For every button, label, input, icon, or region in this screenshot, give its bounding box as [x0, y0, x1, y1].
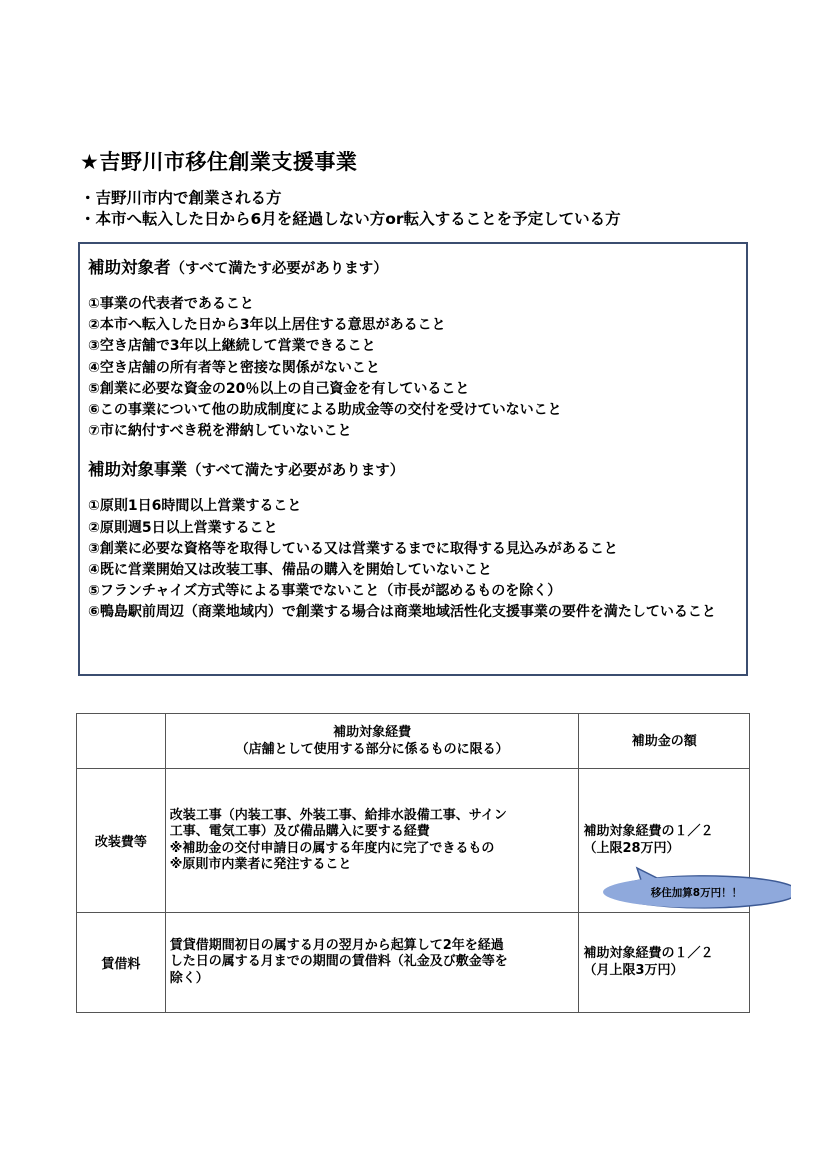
header-amount-cell: 補助金の額 [579, 714, 750, 769]
row-amount [579, 913, 750, 1013]
list-item: ④既に営業開始又は改装工事、備品の購入を開始していないこと [88, 562, 492, 579]
expense-line: 改装工事（内装工事、外装工事、給排水設備工事、サイン [169, 807, 507, 823]
row-expense [165, 769, 579, 913]
relocation-bonus-callout [601, 876, 791, 908]
list-item: ①事業の代表者であること [88, 296, 254, 312]
intro-list [80, 188, 621, 230]
expense-line: 賃貸借期間初日の属する月の翌月から起算して2年を経過 [169, 937, 504, 953]
header-expense-note: （店舗として使用する部分に係るものに限る） [235, 742, 509, 757]
eligible-person-title: 補助対象者 [88, 258, 171, 277]
eligible-person-list [88, 294, 736, 442]
amount-line: 補助対象経費の１／２ [583, 946, 714, 961]
list-item: ⑥鴨島駅前周辺（商業地域内）で創業する場合は商業地域活性化支援事業の要件を満たしていること [88, 604, 716, 621]
list-item: ⑤フランチャイズ方式等による事業でないこと（市長が認めるものを除く） [88, 583, 562, 600]
expense-line: ※原則市内業者に発注すること [169, 857, 352, 872]
eligible-business-list [88, 496, 736, 623]
row-category: 改装費等 [77, 769, 166, 913]
row-category: 賃借料 [77, 913, 166, 1013]
list-item: ⑥この事業について他の助成制度による助成金等の交付を受けていないこと [88, 402, 562, 419]
list-item: ③空き店舗で3年以上継続して営業できること [88, 338, 376, 355]
intro-item: ・本市へ転入した日から6月を経過しない方or転入することを予定している方 [80, 210, 621, 228]
callout-text: 移住加算8万円！！ [650, 886, 743, 899]
table-row [77, 913, 750, 1013]
cost-table [76, 713, 750, 1013]
list-item: ⑦市に納付すべき税を滞納していないこと [88, 423, 352, 440]
row-expense [165, 913, 579, 1013]
header-expense-title: 補助対象経費 [333, 725, 412, 740]
eligible-business-heading [88, 456, 736, 480]
header-empty-cell [77, 714, 166, 769]
table-header-row [77, 714, 750, 769]
eligible-business-title: 補助対象事業 [88, 460, 187, 480]
list-item: ①原則1日6時間以上営業すること [88, 498, 302, 515]
list-item: ⑤創業に必要な資金の20％以上の自己資金を有していること [88, 380, 470, 397]
amount-line: 補助対象経費の１／２ [583, 824, 714, 839]
requirements-box [78, 242, 748, 676]
row-amount [579, 769, 750, 913]
table-row [77, 769, 750, 913]
list-item: ②本市へ転入した日から3年以上居住する意思があること [88, 317, 446, 334]
amount-line: （月上限3万円） [583, 962, 684, 978]
list-item: ④空き店舗の所有者等と密接な関係がないこと [88, 359, 380, 376]
amount-line: （上限28万円） [583, 840, 680, 856]
page-title: ★吉野川市移住創業支援事業 [80, 150, 358, 174]
expense-line: ※補助金の交付申請日の属する年度内に完了できるもの [169, 840, 495, 856]
intro-item: ・吉野川市内で創業される方 [80, 189, 282, 207]
eligible-business-note: （すべて満たす必要があります） [187, 463, 405, 480]
eligible-person-heading [88, 254, 736, 278]
expense-line: 工事、電気工事）及び備品購入に要する経費 [169, 824, 430, 839]
expense-line: した日の属する月までの期間の賃借料（礼金及び敷金等を [169, 954, 508, 970]
list-item: ③創業に必要な資格等を取得している又は営業するまでに取得する見込みがあること [88, 540, 618, 557]
expense-line: 除く） [169, 970, 209, 986]
eligible-person-note: （すべて満たす必要があります） [170, 261, 388, 277]
header-expense-cell [165, 714, 579, 769]
list-item: ②原則週5日以上営業すること [88, 519, 278, 536]
